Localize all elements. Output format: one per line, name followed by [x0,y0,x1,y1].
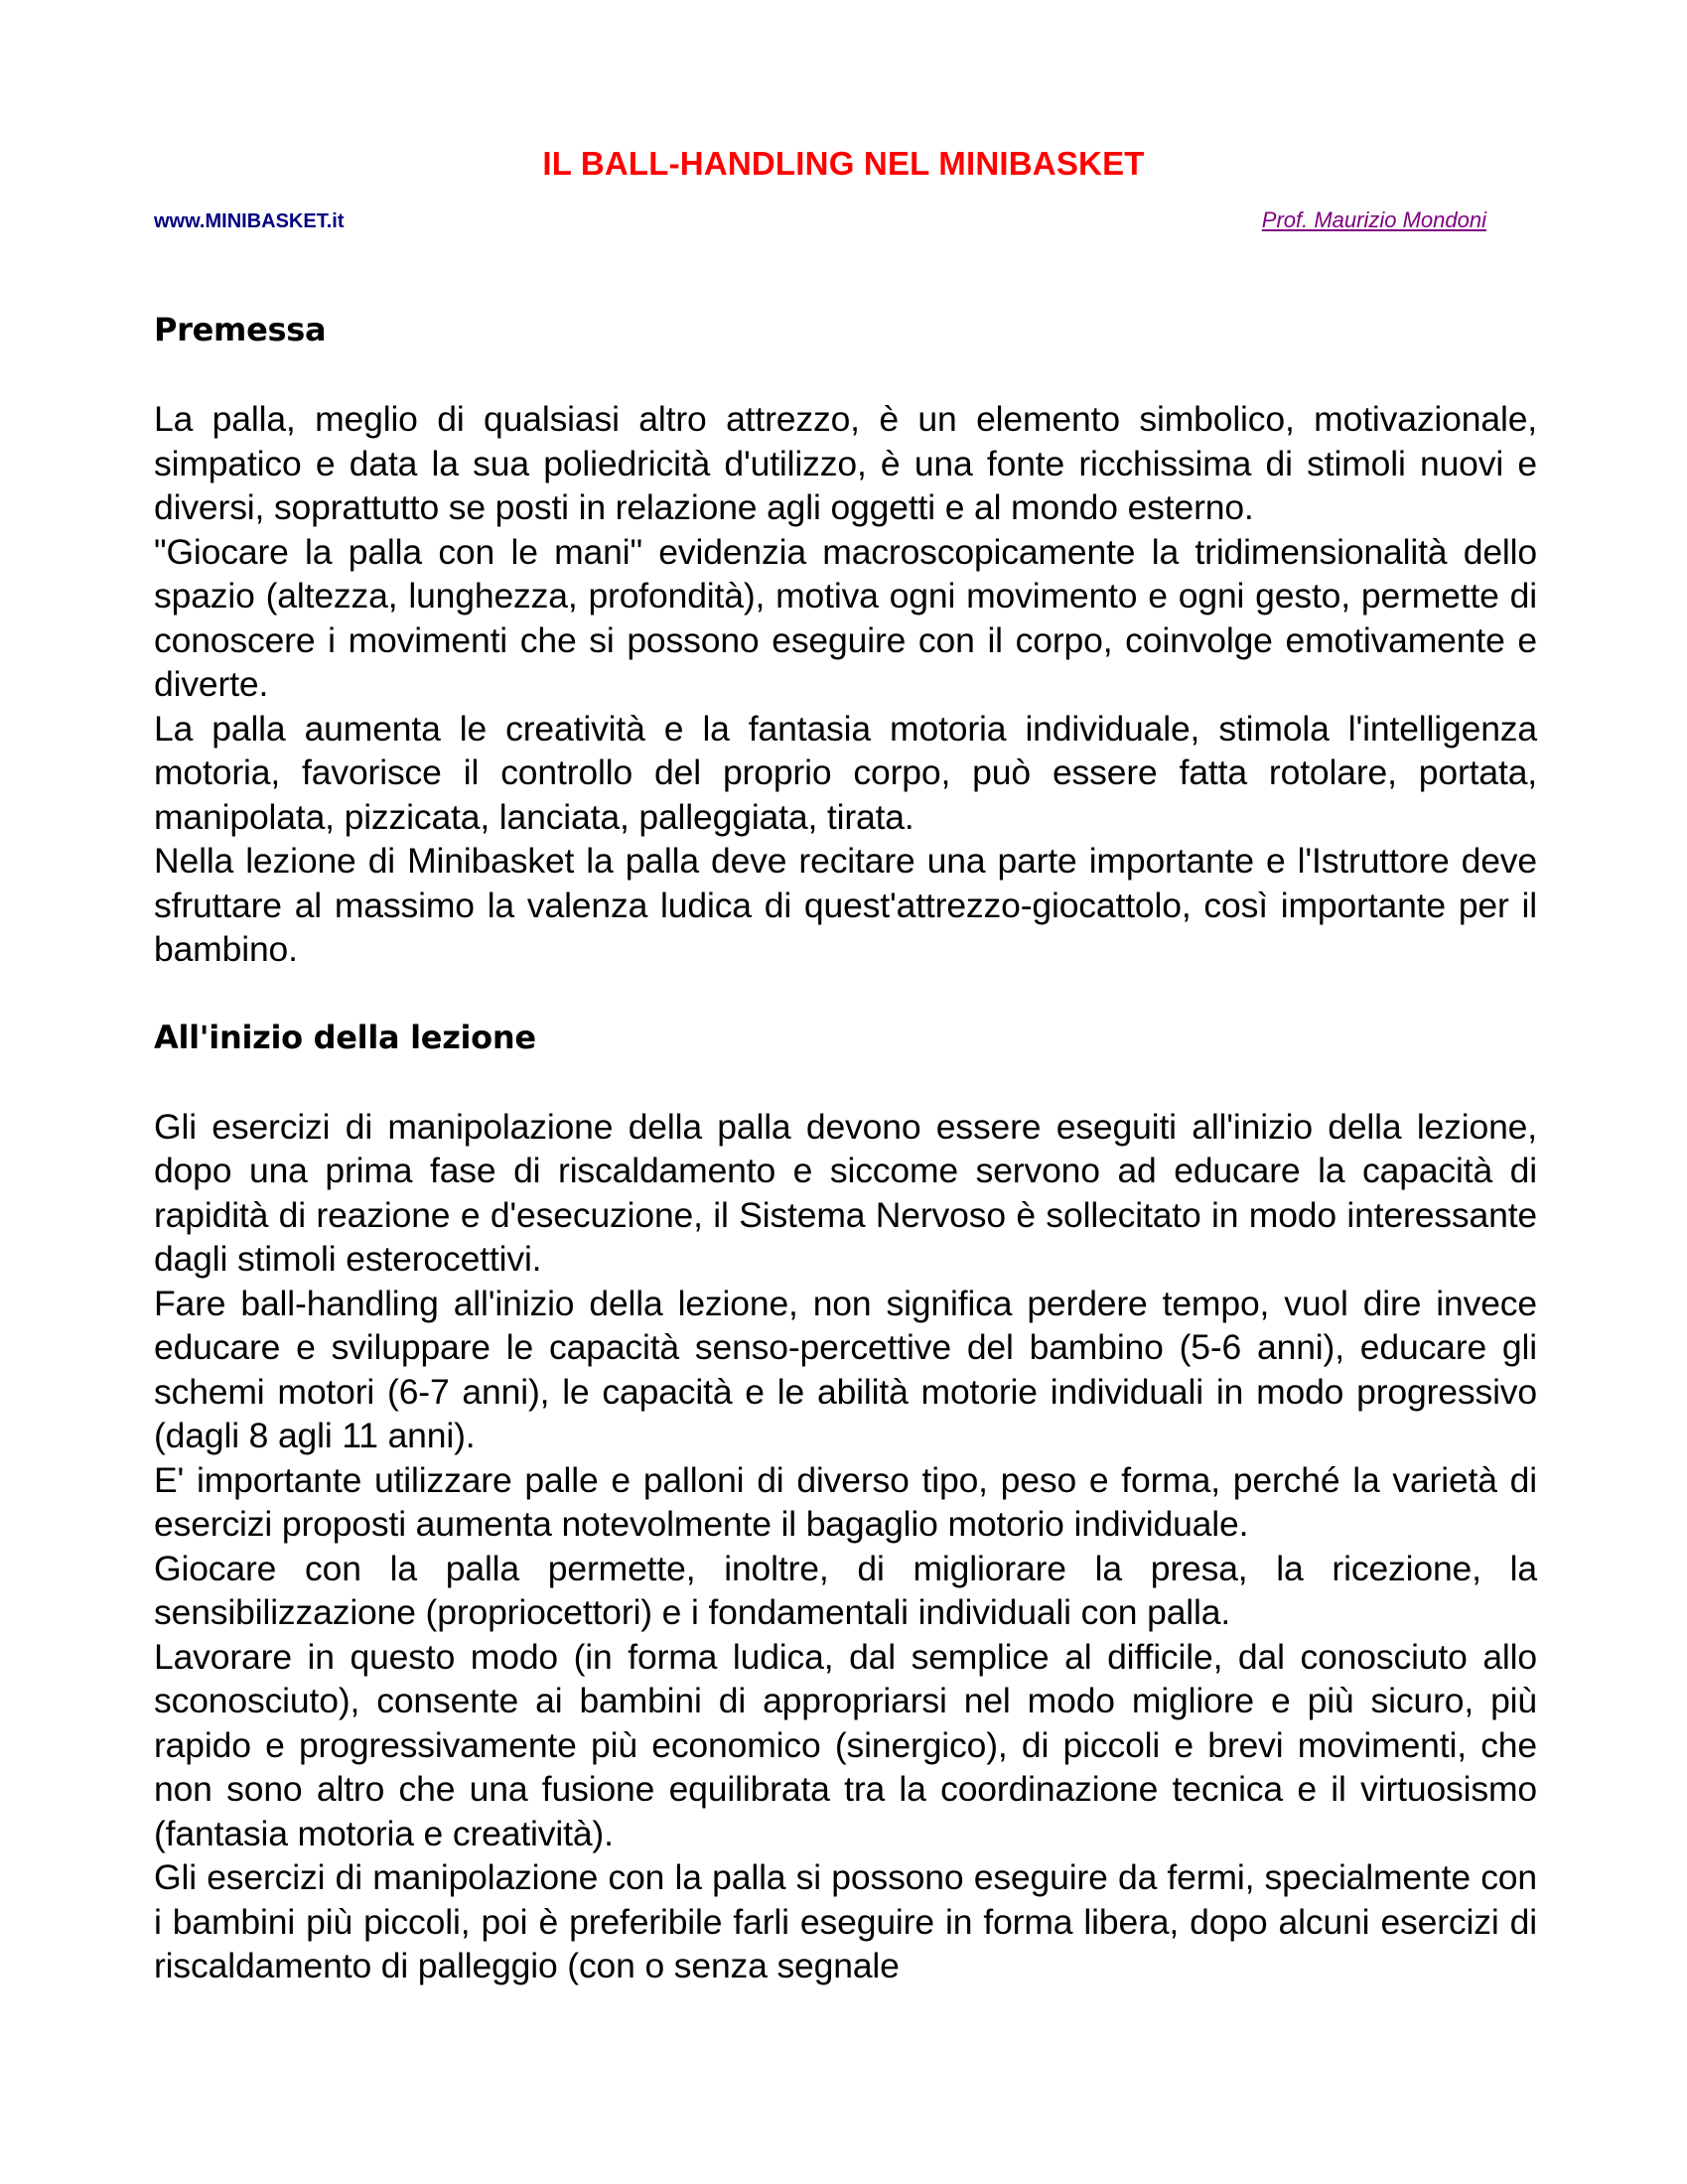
section-inizio-lezione [154,1016,1537,1988]
document-body [154,308,1537,1988]
section-premessa [154,308,1537,972]
paragraph: Fare ball-handling all'inizio della lezione, non significa perdere tempo, vuol dire invece educare e sviluppare le capacità senso-percettive del bambino (5-6 anni), educare gli schemi motori (6-7 anni), le capacità e le abilità motorie individuali in modo progressivo (dagli 8 agli 11 anni). [154,1283,1537,1455]
paragraph: Giocare con la palla permette, inoltre, di migliorare la presa, la ricezione, la sensibilizzazione (propriocettori) e i fondamentali individuali con palla. [154,1548,1537,1632]
section-heading: All'inizio della lezione [154,1018,536,1056]
paragraph: La palla, meglio di qualsiasi altro attrezzo, è un elemento simbolico, motivazionale, simpatico e data la sua poliedricità d'utilizzo, è una fonte ricchissima di stimoli nuovi e diversi, soprattutto se posti in relazione agli oggetti e al mondo esterno. [154,399,1537,527]
paragraph: E' importante utilizzare palle e palloni di diverso tipo, peso e forma, perché la varietà di esercizi proposti aumenta notevolmente il bagaglio motorio individuale. [154,1459,1537,1544]
paragraph: Gli esercizi di manipolazione con la palla si possono eseguire da fermi, specialmente con i bambini più piccoli, poi è preferibile farli eseguire in forma libera, dopo alcuni esercizi di riscaldamento di palleggio (con o senza segnale [154,1857,1537,1985]
paragraph: "Giocare la palla con le mani" evidenzia macroscopicamente la tridimensionalità dello spazio (altezza, lunghezza, profondità), motiva ogni movimento e ogni gesto, permette di conoscere i movimenti che si possono eseguire con il corpo, coinvolge emotivamente e diverte. [154,531,1537,704]
section-heading: Premessa [154,311,327,348]
document-title: IL BALL-HANDLING NEL MINIBASKET [542,145,1145,182]
paragraph: La palla aumenta le creatività e la fantasia motoria individuale, stimola l'intelligenza motoria, favorisce il controllo del proprio corpo, può essere fatta rotolare, portata, manipolata, pizzicata, lanciata, palleggiata, tirata. [154,708,1537,837]
paragraph: Nella lezione di Minibasket la palla deve recitare una parte importante e l'Istruttore deve sfruttare al massimo la valenza ludica di quest'attrezzo-giocattolo, così importante per il bambino. [154,841,1537,969]
paragraph: Gli esercizi di manipolazione della palla devono essere eseguiti all'inizio della lezione, dopo una prima fase di riscaldamento e siccome servono ad educare la capacità di rapidità di reazione e d'esecuzione, il Sistema Nervoso è sollecitato in modo interessante dagli stimoli esterocettivi. [154,1106,1537,1279]
site-link[interactable]: www.MINIBASKET.it [154,210,345,232]
author-link[interactable]: Prof. Maurizio Mondoni [1261,207,1486,232]
paragraph: Lavorare in questo modo (in forma ludica, dal semplice al difficile, dal conosciuto allo sconosciuto), consente ai bambini di appropriarsi nel modo migliore e più sicuro, più rapido e progressivamente più economico (sinergico), di piccoli e brevi movimenti, che non sono altro che una fusione equilibrata tra la coordinazione tecnica e il virtuosismo (fantasia motoria e creatività). [154,1636,1537,1853]
